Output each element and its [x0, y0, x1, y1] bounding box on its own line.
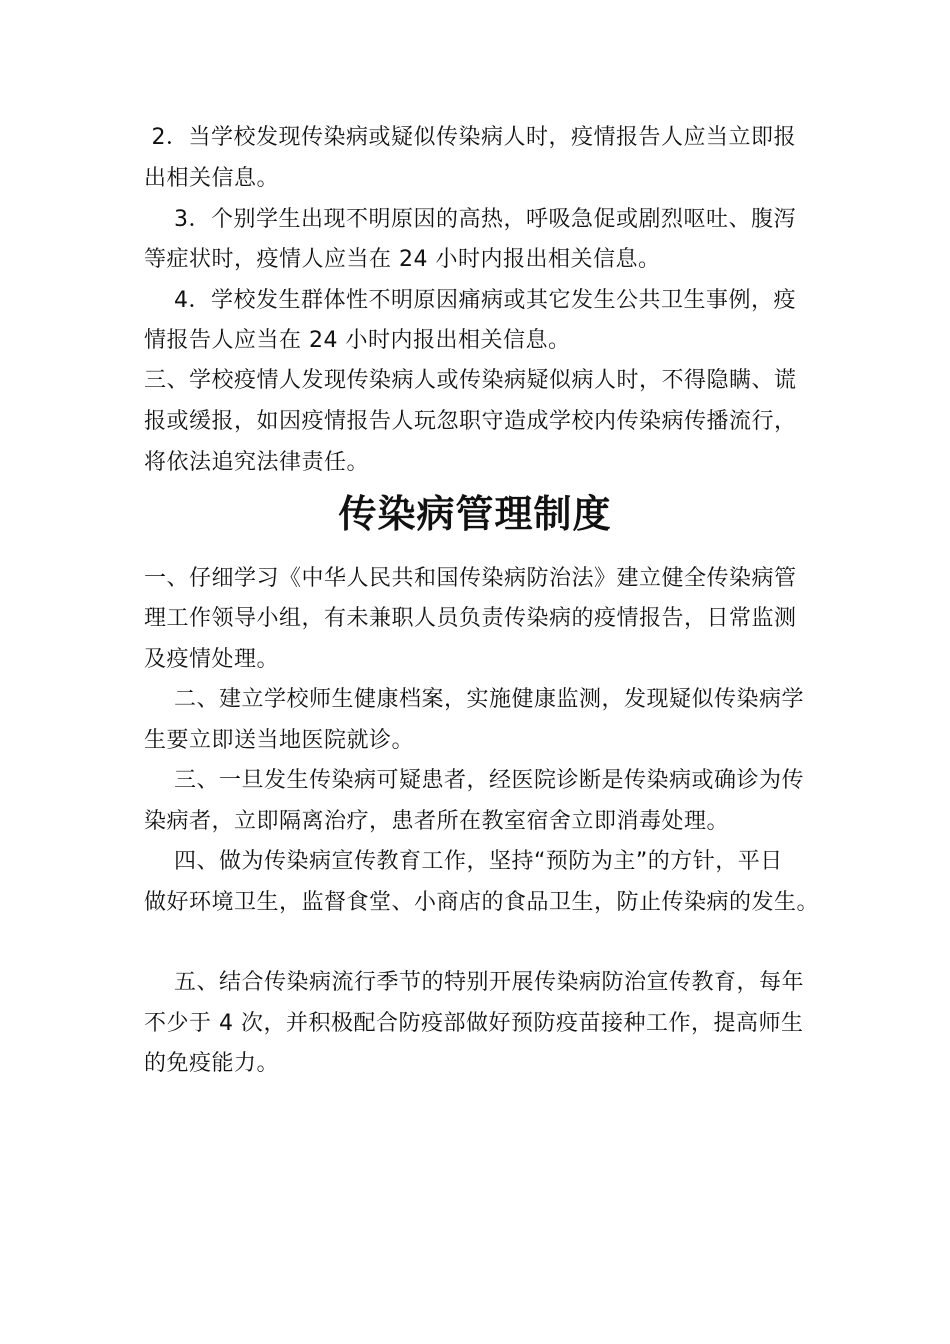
paragraph-line: 及疫情处理。 [144, 647, 280, 672]
paragraph-line: 生要立即送当地医院就诊。 [144, 728, 415, 753]
paragraph-line: 等症状时，疫情人应当在 24 小时内报出相关信息。 [144, 247, 661, 272]
paragraph-line: 3．个别学生出现不明原因的高热，呼吸急促或剧烈呕吐、腹泻 [144, 207, 796, 232]
paragraph-line: 的免疫能力。 [144, 1051, 280, 1076]
paragraph-line: 4．学校发生群体性不明原因痛病或其它发生公共卫生事例，疫 [144, 288, 796, 313]
paragraph-line: 2．当学校发现传染病或疑似传染病人时，疫情报告人应当立即报 [144, 125, 796, 150]
paragraph-line: 三、一旦发生传染病可疑患者，经医院诊断是传染病或确诊为传 [144, 768, 804, 793]
paragraph-line: 染病者，立即隔离治疗，患者所在教室宿舍立即消毒处理。 [144, 809, 730, 834]
paragraph-line: 不少于 4 次，并积极配合防疫部做好预防疫苗接种工作，提高师生 [144, 1011, 804, 1036]
paragraph-line: 将依法追究法律责任。 [144, 450, 370, 475]
paragraph-line: 做好环境卫生，监督食堂、小商店的食品卫生，防止传染病的发生。 [144, 890, 820, 915]
paragraph-line: 四、做为传染病宣传教育工作，坚持“预防为主”的方针，平日 [144, 849, 783, 874]
paragraph-line: 五、结合传染病流行季节的特别开展传染病防治宣传教育，每年 [144, 970, 804, 995]
paragraph-line: 情报告人应当在 24 小时内报出相关信息。 [144, 328, 571, 353]
paragraph-line: 理工作领导小组，有未兼职人员负责传染病的疫情报告，日常监测 [144, 606, 797, 631]
paragraph-line: 出相关信息。 [144, 166, 280, 191]
paragraph-line: 二、建立学校师生健康档案，实施健康监测，发现疑似传染病学 [144, 687, 804, 712]
paragraph-line: 一、仔细学习《中华人民共和国传染病防治法》建立健全传染病管 [144, 566, 797, 591]
paragraph-line: 三、学校疫情人发现传染病人或传染病疑似病人时，不得隐瞒、谎 [144, 368, 797, 393]
section-title: 传染病管理制度 [338, 492, 612, 536]
paragraph-line: 报或缓报，如因疫情报告人玩忽职守造成学校内传染病传播流行， [144, 409, 797, 434]
